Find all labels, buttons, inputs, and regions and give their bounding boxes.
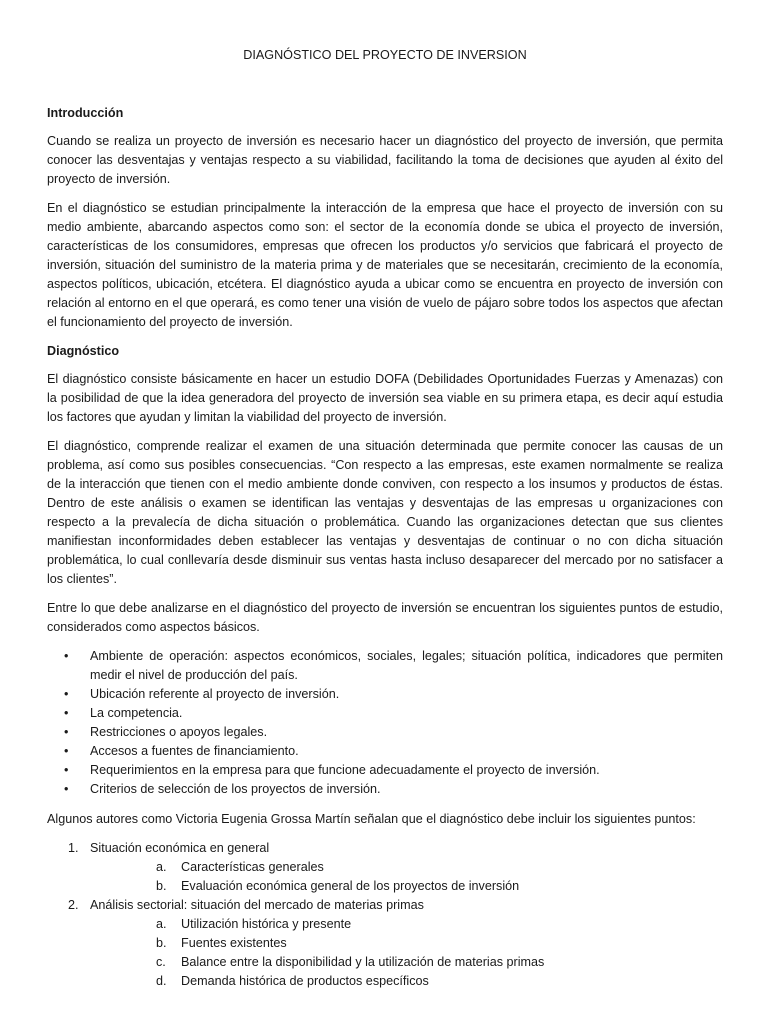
bullet-icon: • [64, 649, 69, 663]
sub-point [90, 915, 723, 934]
sub-point-label: Balance entre la disponibilidad y la utilización de materias primas [181, 955, 545, 969]
aspects-bullet-list [47, 647, 723, 799]
sub-points-list [90, 858, 723, 896]
point-number: 1. [68, 841, 79, 855]
bullet-item [47, 685, 723, 704]
bullet-item [47, 647, 723, 685]
bullet-item [47, 761, 723, 780]
bullet-item [47, 780, 723, 799]
bullet-icon: • [64, 763, 69, 777]
diagnostico-paragraph: El diagnóstico, comprende realizar el examen de una situación determinada que permite conocer las causas de un problema, así como sus posibles consecuencias. “Con respecto a las empresas, este examen normalmente se realiza de la interacción que tienen con el medio ambiente donde conviven, con respecto a los insumos y productos de éstas. Dentro de este análisis o examen se identifican las ventajas y desventajas de las empresas u organizaciones con respecto a la prevalecía de dicha situación o problemática. Cuando las organizaciones detectan que sus clientes manifiestan inconformidades deben establecer las ventajas y desventajas de continuar o no con dicha situación problemática, lo cual conllevaría desde disminuir sus ventas hasta incluso desaparecer del mercado por no satisfacer a los clientes”. [47, 439, 723, 586]
document-page [47, 0, 723, 1024]
bullet-text: Ambiente de operación: aspectos económicos, sociales, legales; situación política, indicadores que permiten medir el nivel de producción del país. [90, 649, 723, 682]
sub-point-label: Utilización histórica y presente [181, 917, 352, 931]
sub-point [90, 877, 723, 896]
point-label: Situación económica en general [90, 841, 270, 855]
bullet-icon: • [64, 782, 69, 796]
numbered-point [47, 839, 723, 896]
bullet-icon: • [64, 725, 69, 739]
bullet-text: Restricciones o apoyos legales. [90, 725, 268, 739]
numbered-points-list [47, 839, 723, 991]
sub-point-letter: b. [156, 936, 167, 950]
authors-paragraph: Algunos autores como Victoria Eugenia Grossa Martín señalan que el diagnóstico debe incluir los siguientes puntos: [47, 812, 696, 826]
sub-point-label: Evaluación económica general de los proyectos de inversión [181, 879, 520, 893]
bullet-text: La competencia. [90, 706, 183, 720]
sub-point-label: Fuentes existentes [181, 936, 287, 950]
intro-paragraph: Cuando se realiza un proyecto de inversión es necesario hacer un diagnóstico del proyecto de inversión, que permita conocer las desventajas y ventajas respecto a su viabilidad, facilitando la toma de decisiones que ayuden al éxito del proyecto de inversión. [47, 134, 723, 186]
bullet-icon: • [64, 687, 69, 701]
sub-point-letter: b. [156, 879, 167, 893]
sub-point-letter: c. [156, 955, 166, 969]
sub-point-letter: d. [156, 974, 167, 988]
numbered-point [47, 896, 723, 991]
bullet-text: Criterios de selección de los proyectos de inversión. [90, 782, 381, 796]
bullet-item [47, 723, 723, 742]
sub-point [90, 858, 723, 877]
bullet-item [47, 742, 723, 761]
sub-point-letter: a. [156, 860, 167, 874]
bullet-item [47, 704, 723, 723]
diagnostico-paragraph: Entre lo que debe analizarse en el diagnóstico del proyecto de inversión se encuentran los siguientes puntos de estudio, considerados como aspectos básicos. [47, 601, 723, 634]
diagnostico-paragraph: El diagnóstico consiste básicamente en hacer un estudio DOFA (Debilidades Oportunidades Fuerzas y Amenazas) con la posibilidad de que la idea generadora del proyecto de inversión sea viable en su primera etapa, es decir aquí estudia los factores que ayudan y limitan la viabilidad del proyecto de inversión. [47, 372, 723, 424]
bullet-text: Accesos a fuentes de financiamiento. [90, 744, 299, 758]
bullet-icon: • [64, 744, 69, 758]
sub-point-letter: a. [156, 917, 167, 931]
bullet-icon: • [64, 706, 69, 720]
sub-points-list [90, 915, 723, 991]
sub-point [90, 972, 723, 991]
bullet-text: Ubicación referente al proyecto de inversión. [90, 687, 340, 701]
bullet-text: Requerimientos en la empresa para que funcione adecuadamente el proyecto de inversión. [90, 763, 600, 777]
point-number: 2. [68, 898, 79, 912]
sub-point [90, 934, 723, 953]
document-body [47, 104, 723, 991]
intro-paragraph: En el diagnóstico se estudian principalmente la interacción de la empresa que hace el proyecto de inversión con su medio ambiente, abarcando aspectos como son: el sector de la economía donde se ubica el proyecto de inversión, características de los consumidores, empresas que ofrecen los productos y/o servicios que fabricará el proyecto de inversión, situación del suministro de la materia prima y de materiales que se necesitarán, crecimiento de la economía, aspectos políticos, ubicación, etcétera. El diagnóstico ayuda a ubicar como se encuentra en proyecto de inversión con relación al entorno en el que operará, es como tener una visión de vuelo de pájaro sobre todos los aspectos que afectan el funcionamiento del proyecto de inversión. [47, 201, 723, 329]
point-label: Análisis sectorial: situación del mercado de materias primas [90, 898, 424, 912]
sub-point-label: Demanda histórica de productos específicos [181, 974, 429, 988]
section-heading-diagnostico: Diagnóstico [47, 344, 120, 358]
section-heading-introduccion: Introducción [47, 106, 124, 120]
document-title: DIAGNÓSTICO DEL PROYECTO DE INVERSION [243, 48, 527, 62]
sub-point-label: Características generales [181, 860, 324, 874]
sub-point [90, 953, 723, 972]
